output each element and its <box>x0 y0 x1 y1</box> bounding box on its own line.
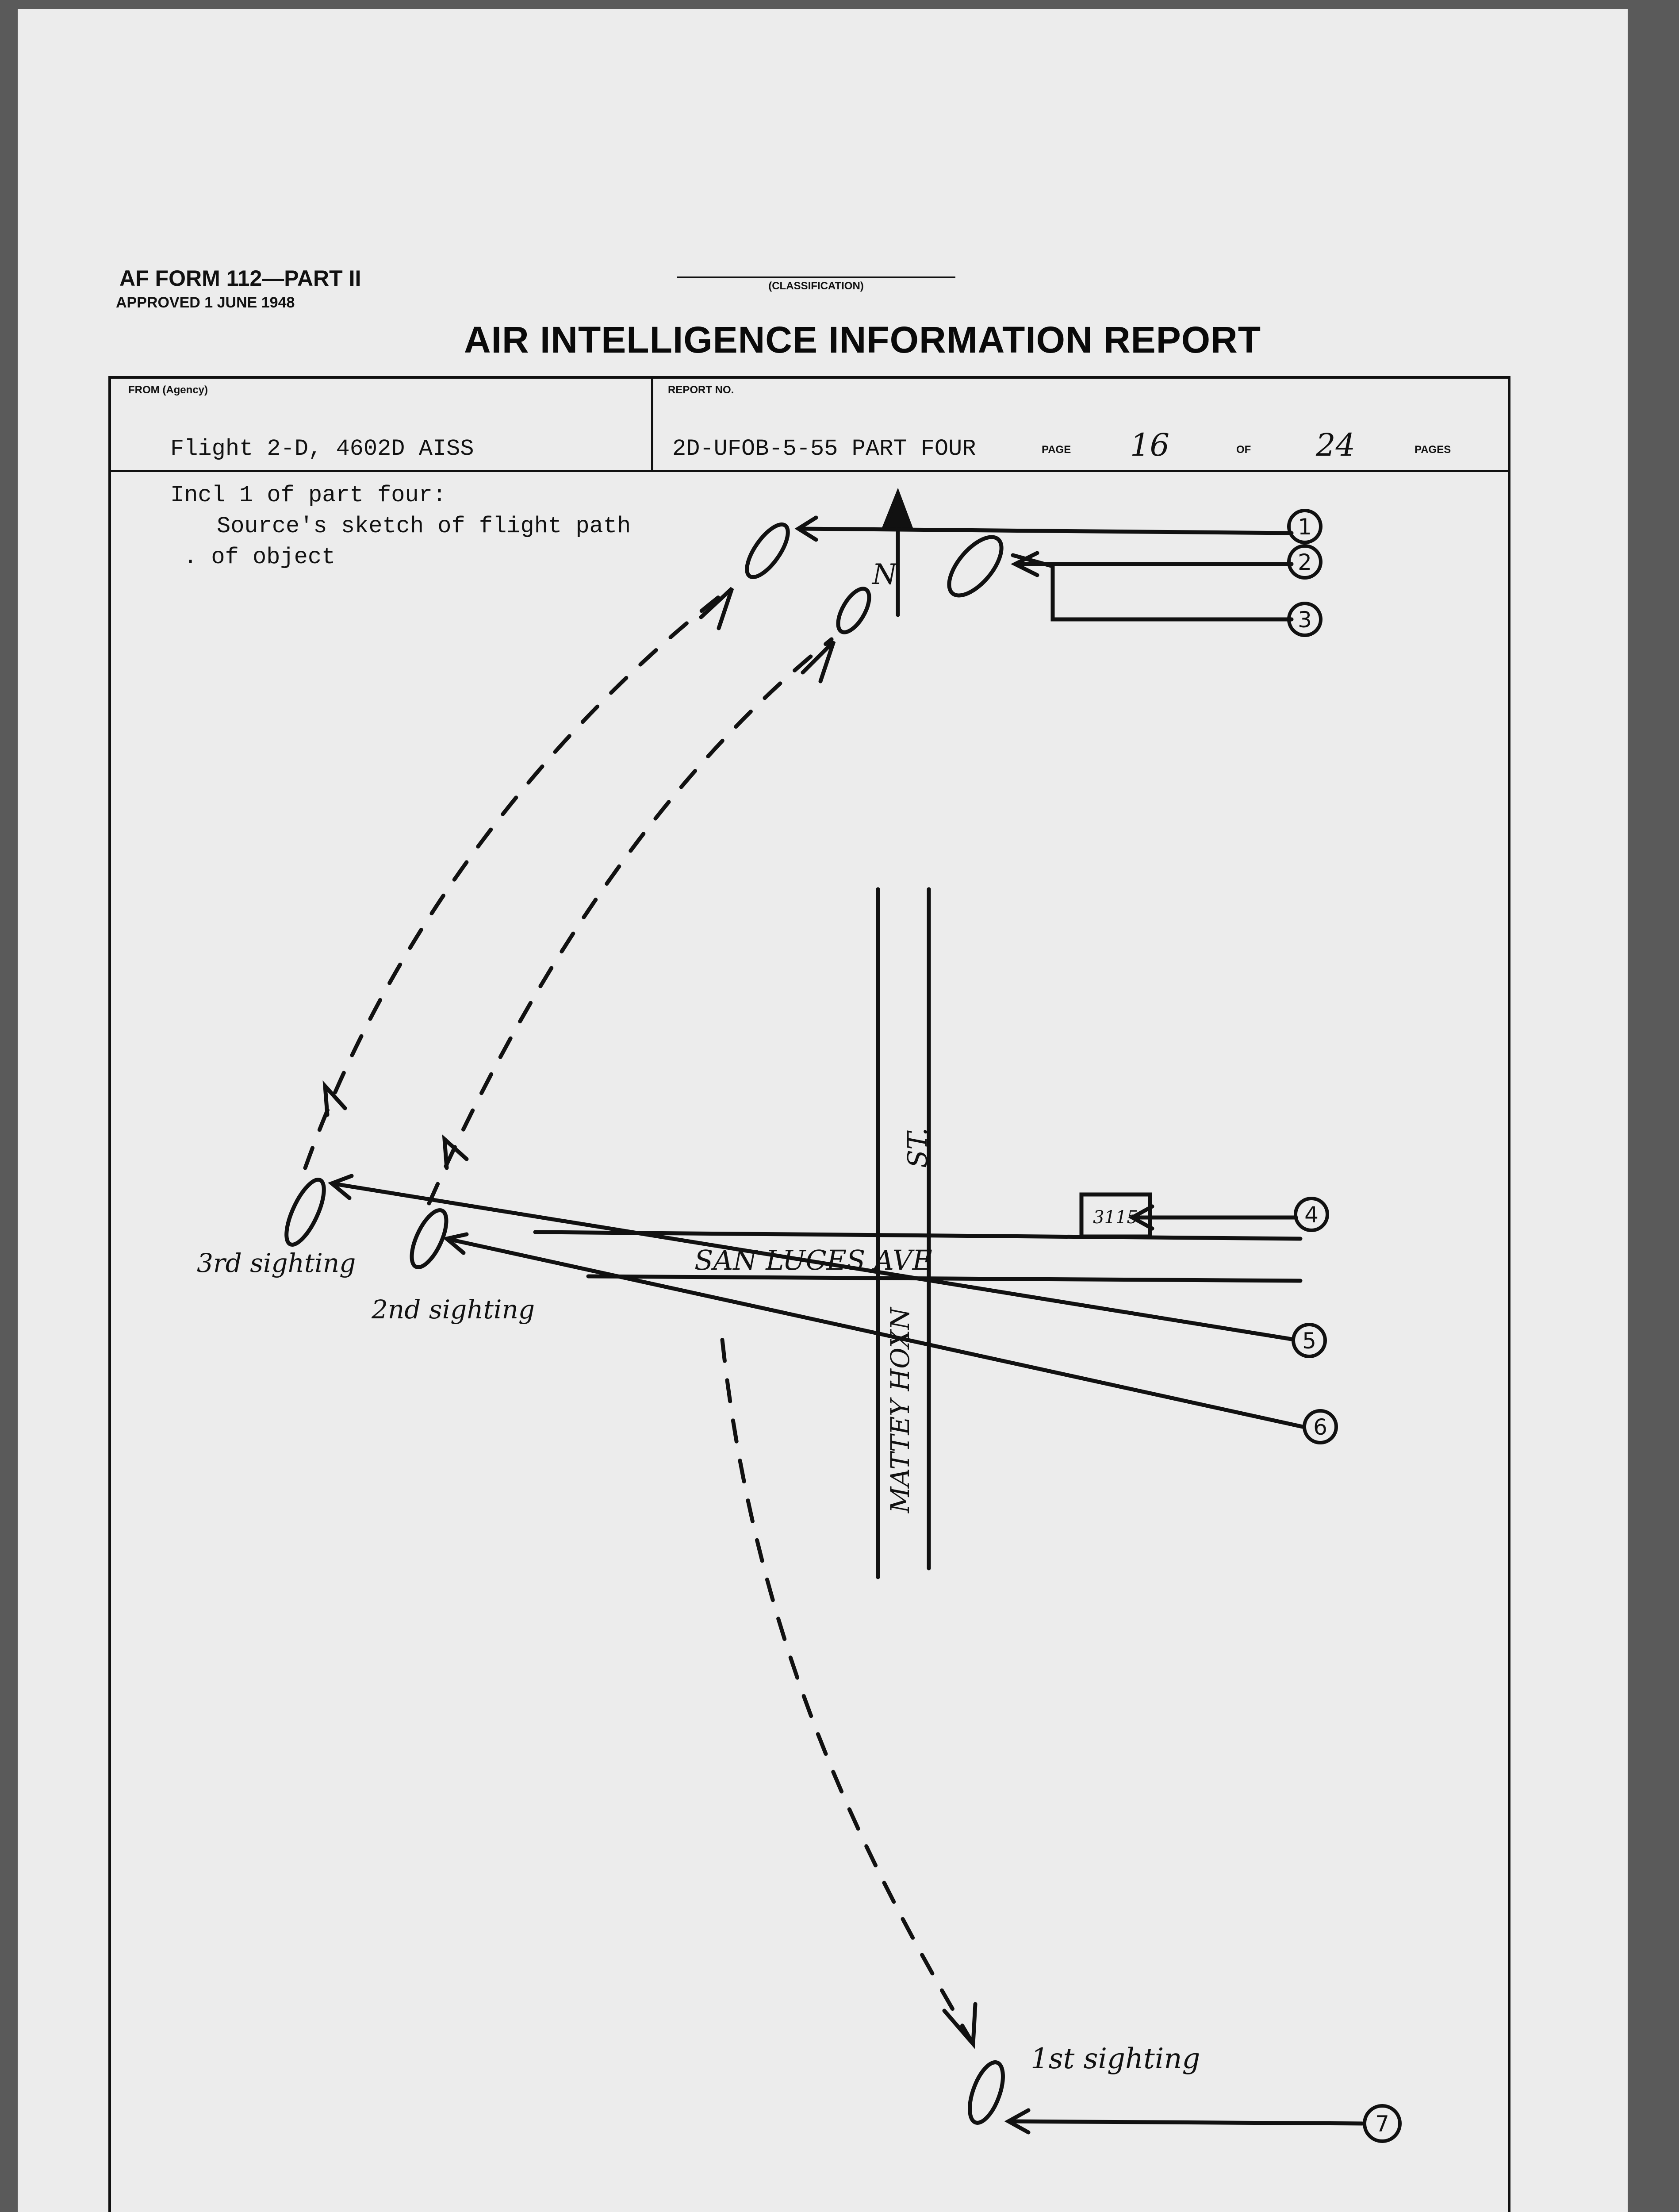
callout-number-1: 1 <box>1298 514 1312 540</box>
from-label: FROM (Agency) <box>128 384 208 396</box>
form-id: AF FORM 112—PART II <box>119 266 361 291</box>
street-horizontal-name: SAN LUCES AVE <box>694 1244 932 1276</box>
street-vertical-suffix: ST. <box>902 1127 933 1168</box>
enclosure-line-3: . of object <box>184 544 336 570</box>
flight-path-1st <box>721 1327 973 2044</box>
street-vertical-name: MATTEY HOXN <box>885 1307 915 1513</box>
of-value: 24 <box>1316 427 1356 463</box>
classification-label-top: (CLASSIFICATION) <box>768 280 864 292</box>
flight-path-2nd <box>429 639 832 1203</box>
enclosure-line-2: Source's sketch of flight path <box>217 513 631 539</box>
approved-date: APPROVED 1 JUNE 1948 <box>116 294 295 311</box>
object-3rd-sighting <box>279 1175 331 1250</box>
page-value: 16 <box>1130 427 1170 463</box>
of-label: OF <box>1236 444 1251 456</box>
label-1st-sighting: 1st sighting <box>1031 2043 1200 2075</box>
object-1st-sighting <box>963 2058 1010 2127</box>
callout-number-7: 7 <box>1375 2111 1389 2137</box>
north-arrow-head <box>885 493 910 526</box>
north-label: N <box>872 558 897 591</box>
arrow-path-2nd-start <box>445 1139 467 1168</box>
street-horizontal-bottom <box>588 1276 1300 1281</box>
callout-number-5: 5 <box>1302 1328 1316 1354</box>
report-no-label: REPORT NO. <box>668 384 734 396</box>
enclosure-line-1: Incl 1 of part four: <box>170 482 447 508</box>
report-title: AIR INTELLIGENCE INFORMATION REPORT <box>464 319 1261 361</box>
callout-number-4: 4 <box>1304 1202 1319 1228</box>
house-number: 3115 <box>1093 1207 1138 1228</box>
object-origin-3 <box>832 584 875 637</box>
flight-path-3rd <box>305 588 730 1168</box>
leader-7 <box>1008 2121 1362 2124</box>
report-no-value: 2D-UFOB-5-55 PART FOUR <box>672 436 976 462</box>
callout-number-2: 2 <box>1298 549 1312 575</box>
pages-label: PAGES <box>1414 444 1451 456</box>
label-2nd-sighting: 2nd sighting <box>372 1294 535 1325</box>
leader-1 <box>798 529 1292 533</box>
vanishing-point-2 <box>939 528 1011 604</box>
callout-number-3: 3 <box>1298 607 1312 633</box>
label-3rd-sighting: 3rd sighting <box>197 1248 356 1278</box>
from-value: Flight 2-D, 4602D AISS <box>170 436 474 462</box>
callout-number-6: 6 <box>1313 1414 1327 1440</box>
page-label: PAGE <box>1042 444 1071 456</box>
vanishing-point-1 <box>740 518 795 584</box>
